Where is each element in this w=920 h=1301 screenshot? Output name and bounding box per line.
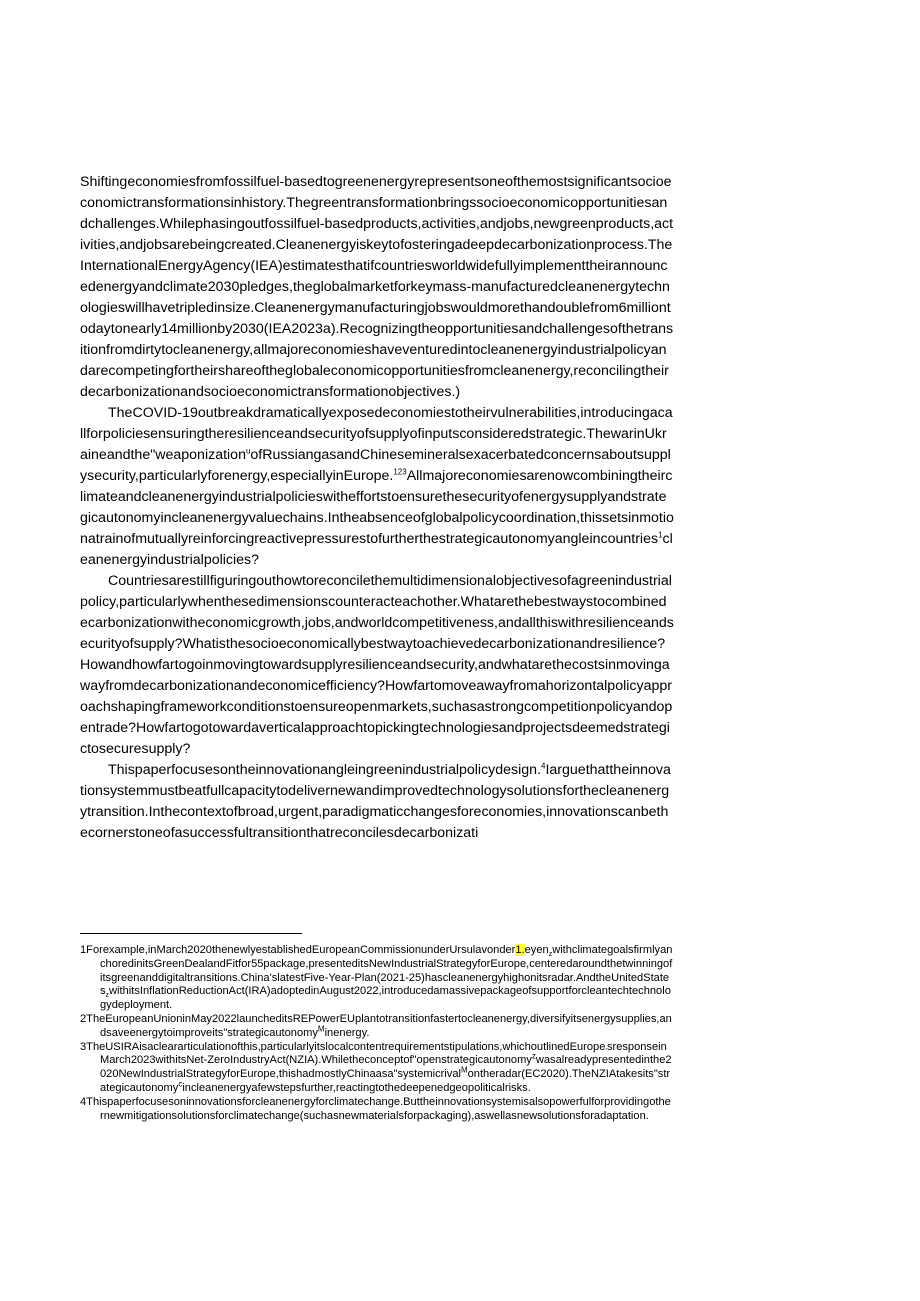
footnote-item xyxy=(80,1013,674,1041)
superscript-mark: 123 xyxy=(393,467,407,477)
main-text xyxy=(80,172,674,844)
document-body xyxy=(80,172,674,844)
paragraph xyxy=(80,760,674,844)
subscript-mark: ’ xyxy=(605,1047,607,1055)
superscript-mark: 1 xyxy=(658,530,663,540)
text-run: ofRussiangasandChinesemineralsexacerbatedconcernsaboutsupplysecurity,particularlyforenergy,especiallyinEurope. xyxy=(80,447,671,484)
footnote-item xyxy=(80,1041,674,1096)
text-run: Allmajoreconomiesarenowcombiningtheirclimateandcleanenergyindustrialpolicieswitheffortstoensurethesecurityofenergysupplyandstrategicautonomyincleanenergyvaluechains.Intheabsenceofglobalpolicycoordination,thissetsinmotionatrainofmutuallyreinforcingreactivepressurestofurtherthestrategicautonomyangleincountries xyxy=(80,468,674,547)
footnote-item xyxy=(80,944,674,1013)
text-run: sresponseinMarch2023withitsNet-ZeroIndustryAct(NZIA).Whiletheconceptof"openstrategicautonomy xyxy=(100,1040,667,1067)
footnotes xyxy=(80,944,674,1123)
superscript-mark: M xyxy=(317,1024,325,1034)
text-run: Forexample,inMarch2020thenewlyestablishedEuropeanCommissionunderUrsulavonder xyxy=(86,944,516,956)
paragraph xyxy=(80,403,674,571)
text-run: withitsInflationReductionAct(IRA)adoptedinAugust2022,introducedamassivepackageofsupportforcleantechtechnologydeployment. xyxy=(100,985,671,1012)
footnote-item xyxy=(80,1096,674,1124)
text-run: incleanenergyafewstepsfurther,reactingtothedeepenedgeopoliticalrisks. xyxy=(182,1081,531,1094)
footnote-text xyxy=(80,1041,674,1096)
footnote-number: 3 xyxy=(80,1040,87,1053)
footnote-text xyxy=(80,1096,674,1124)
footnote-text xyxy=(80,944,674,1013)
text-run: Iarguethattheinnovationsystemmustbeatfullcapacitytodelivernewandimprovedtechnologysolutionsforthecleanenergytransition.Inthecontextofbroad,urgent,paradigmaticchangesforeconomies,innovationscanbethecornerstoneofasuccessfultransitionthatreconcilesdecarbonizati xyxy=(80,762,671,841)
superscript-mark: u xyxy=(245,446,251,456)
text-run: cleanenergyindustrialpolicies? xyxy=(80,531,673,568)
footnote-text xyxy=(80,1013,674,1041)
text-run: wasalreadypresentedinthe2020NewIndustrialStrategyforEurope,thishadmostlyChinaasa"systemicrival xyxy=(100,1054,672,1081)
footnote-number: 4 xyxy=(80,1095,87,1108)
text-run: Thispaperfocusesontheinnovationangleingreenindustrialpolicydesign. xyxy=(108,762,542,778)
highlighted-text: 1. xyxy=(515,944,525,956)
footnote-number: 1 xyxy=(80,944,87,956)
footnote-number: 2 xyxy=(80,1012,87,1025)
footnote-content xyxy=(80,1096,674,1124)
text-run: ontheradar(EC2020).TheNZIAtakesits"strategicautonomy xyxy=(100,1068,671,1094)
text-run: withclimategoalsfirmlyanchoredinitsGreenDealandFitfor55package,presenteditsNewIndustrialStrategyforEurope,centeredaroundthetwinningofitsgreenanddigitaltransitions.China'slatestFive-Year-Plan(2021-25)hascleanenergyhighonitsradar.AndtheUnitedStates xyxy=(100,944,673,998)
footnote-content xyxy=(80,1041,674,1096)
superscript-mark: M xyxy=(460,1065,468,1075)
footnote-content xyxy=(80,1013,674,1041)
subscript-mark: z xyxy=(105,992,110,1000)
text-run: eyen xyxy=(524,944,549,956)
footnote-separator xyxy=(80,933,302,934)
superscript-mark: 4 xyxy=(541,761,546,771)
subscript-mark: z xyxy=(548,951,553,959)
paragraph xyxy=(80,571,674,760)
superscript-mark: z xyxy=(531,1051,536,1061)
footnote-content xyxy=(80,944,674,1013)
text-run: inenergy. xyxy=(324,1026,370,1039)
text-run: TheUSIRAisacleararticulationofthis,particularlyitslocalcontentrequirementstipulations,whichoutlinedEurope xyxy=(86,1040,606,1053)
paragraph xyxy=(80,172,674,403)
text-run: Shiftingeconomiesfromfossilfuel-basedtogreenenergyrepresentsoneofthemostsignificantsocioeconomictransformationsinhistory.Thegreentransformationbringssocioeconomicopportunitiesandchallenges.Whilephasingoutfossilfuel-basedproducts,activities,andjobs,newgreenproducts,activities,andjobsarebeingcreated.Cleanenergyiskeytofosteringadeepdecarbonizationprocess.TheInternationalEnergyAgency(IEA)estimatesthatifcountriesworldwidefullyimplementtheirannouncedenergyandclimate2030pledges,theglobalmarketforkeymass-manufacturedcleanenergytechnologieswillhavetripledinsize.Cleanenergymanufacturingjobswouldmorethandoublefrom6milliontodaytonearly14millionby2030(IEA2023a).Recognizingtheopportunitiesandchallengesofthetransitionfromdirtytocleanenergy,allmajoreconomieshaveventuredintocleanenergyindustrialpolicyandarecompetingfortheirshareoftheglobaleconomicopportunitiesfromcleanenergy,reconcilingtheirdecarbonizationandsocioeconomictransformationobjectives.) xyxy=(80,174,674,400)
superscript-mark: c xyxy=(178,1079,183,1089)
text-run: TheCOVID-19outbreakdramaticallyexposedeconomiestotheirvulnerabilities,introducingacallforpoliciesensuringtheresilienceandsecurityofsupplyofinputsconsideredstrategic.ThewarinUkraineandthe"weaponization xyxy=(80,405,673,463)
text-run: Countriesarestillfiguringouthowtoreconcilethemultidimensionalobjectivesofagreenindustrialpolicy,particularlywhenthesedimensionscounteracteachother.Whatarethebestwaystocombinedecarbonizationwitheconomicgrowth,jobs,andworldcompetitiveness,andallthiswithresilienceandsecurityofsupply?Whatisthesocioeconomicallybestwaytoachievedecarbonizationandresilience?Howandhowfartogoinmovingtowardsupplyresilienceandsecurity,andwhatarethecostsinmovingawayfromdecarbonizationandeconomicefficiency?Howfartomoveawayfromahorizontalpolicyapproachshapingframeworkconditionstoensureopenmarkets,suchasastrongcompetitionpolicyandopentrade?Howfartogotowardaverticalapproachtopickingtechnologiesandprojectsdeemedstrategictosecuresupply? xyxy=(80,573,674,757)
text-run: TheEuropeanUnioninMay2022launcheditsREPowerEUplantotransitionfastertocleanenergy,diversifyitsenergysupplies,andsaveenergytoimproveits"strategicautonomy xyxy=(86,1012,672,1039)
text-run: Thispaperfocusesoninnovationsforcleanenergyforclimatechange.Buttheinnovationsystemisalsopowerfulforprovidingothernewmitigationsolutionsforclimatechange(suchasnewmaterialsforpackaging),aswellasnewsolutionsforadaptation. xyxy=(86,1095,671,1122)
